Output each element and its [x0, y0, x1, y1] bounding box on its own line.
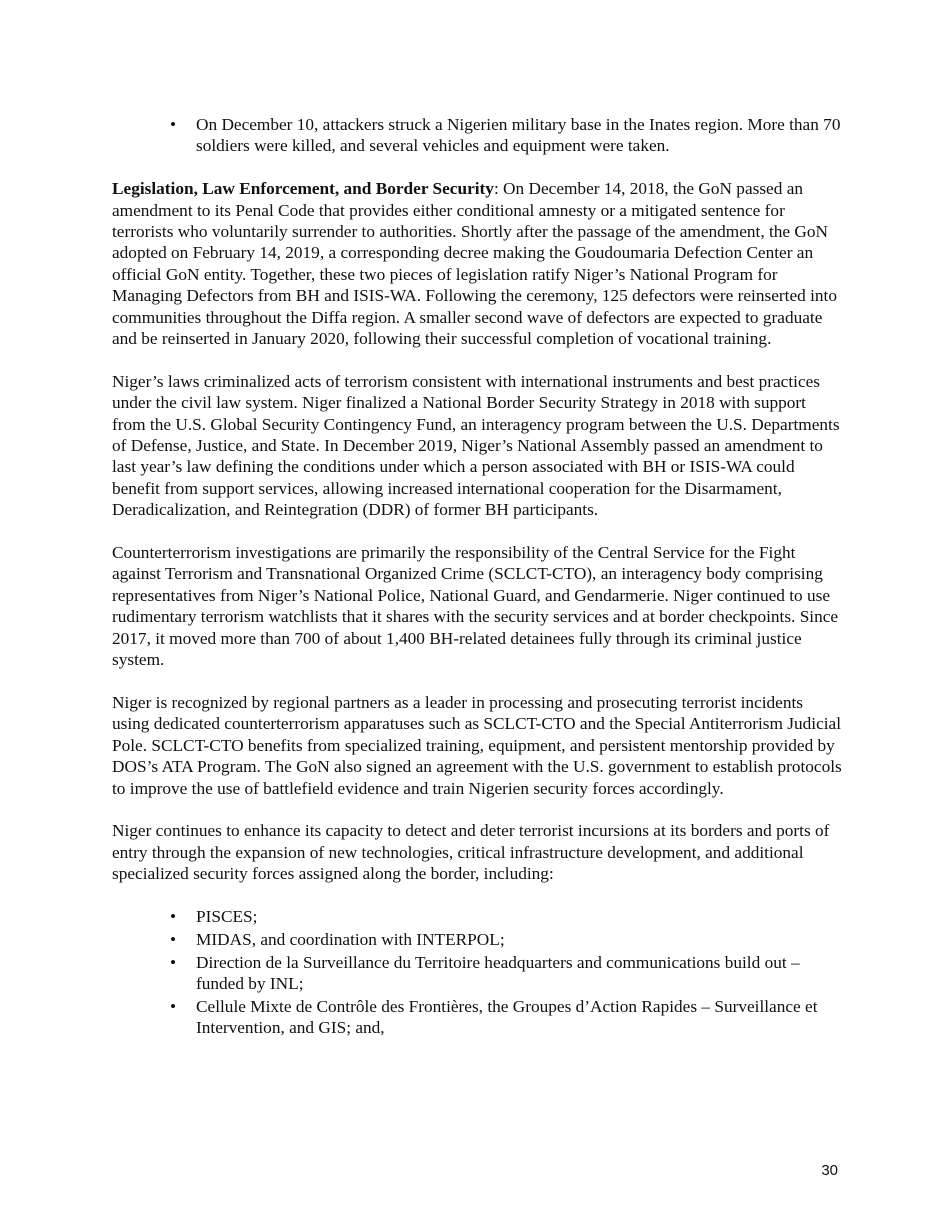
bullet-icon: •	[170, 929, 177, 949]
list-item	[112, 929, 842, 950]
top-bullet-list	[112, 114, 842, 157]
prosecution-paragraph: Niger is recognized by regional partners as a leader in processing and prosecuting terrorist incidents using dedicated counterterrorism apparatuses such as SCLCT-CTO and the Special Antiterrorism Judicial Pole. SCLCT-CTO benefits from specialized training, equipment, and persistent mentorship provided by DOS’s ATA Program. The GoN also signed an agreement with the U.S. government to establish protocols to improve the use of battlefield evidence and train Nigerien security forces accordingly.	[112, 692, 842, 798]
bottom-bullet-list	[112, 906, 842, 1039]
list-item-text: PISCES;	[196, 906, 258, 926]
bullet-icon: •	[170, 906, 177, 926]
list-item-text: On December 10, attackers struck a Nigerien military base in the Inates region. More than 70 soldiers were killed, and several vehicles and equipment were taken.	[196, 115, 841, 156]
bullet-icon: •	[170, 115, 177, 134]
list-item-text: MIDAS, and coordination with INTERPOL;	[196, 929, 505, 949]
investigations-paragraph: Counterterrorism investigations are primarily the responsibility of the Central Service for the Fight against Terrorism and Transnational Organized Crime (SCLCT-CTO), an interagency body comprising representatives from Niger’s National Police, National Guard, and Gendarmerie. Niger continued to use rudimentary terrorism watchlists that it shares with the security services and at border checkpoints. Since 2017, it moved more than 700 of about 1,400 BH-related detainees fully through its criminal justice system.	[112, 543, 839, 670]
list-item	[112, 952, 842, 995]
document-page	[112, 114, 842, 1060]
bullet-icon: •	[170, 952, 177, 972]
list-item-text: Cellule Mixte de Contrôle des Frontières, the Groupes d’Action Rapides – Surveillance et Intervention, and GIS; and,	[196, 997, 818, 1038]
bullet-icon: •	[170, 997, 177, 1017]
legislation-text: : On December 14, 2018, the GoN passed an amendment to its Penal Code that provides either conditional amnesty or a mitigated sentence for terrorists who voluntarily surrender to authorities. Shortly after the passage of the amendment, the GoN adopted on February 14, 2019, a corresponding decree making the Goudoumaria Defection Center an official GoN entity. Together, these two pieces of legislation ratify Niger’s National Program for Managing Defectors from BH and ISIS-WA. Following the ceremony, 125 defectors were reinserted into communities throughout the Diffa region. A smaller second wave of defectors are expected to graduate and be reinserted in January 2020, following their successful completion of vocational training.	[112, 179, 837, 349]
list-item	[112, 906, 842, 927]
laws-paragraph: Niger’s laws criminalized acts of terrorism consistent with international instruments and best practices under the civil law system. Niger finalized a National Border Security Strategy in 2018 with support from the U.S. Global Security Contingency Fund, an interagency program between the U.S. Departments of Defense, Justice, and State. In December 2019, Niger’s National Assembly passed an amendment to last year’s law defining the conditions under which a person associated with BH or ISIS-WA could benefit from support services, allowing increased international cooperation for the Disarmament, Deradicalization, and Reintegration (DDR) of former BH participants.	[112, 371, 840, 520]
legislation-paragraph	[112, 178, 842, 349]
list-item	[112, 114, 842, 157]
page-number: 30	[821, 1162, 838, 1179]
section-heading: Legislation, Law Enforcement, and Border Security	[112, 179, 494, 199]
list-item	[112, 996, 842, 1039]
list-item-text: Direction de la Surveillance du Territoire headquarters and communications build out – funded by INL;	[196, 952, 800, 994]
border-capacity-paragraph: Niger continues to enhance its capacity to detect and deter terrorist incursions at its borders and ports of entry through the expansion of new technologies, critical infrastructure development, and additional specialized security forces assigned along the border, including:	[112, 821, 830, 884]
